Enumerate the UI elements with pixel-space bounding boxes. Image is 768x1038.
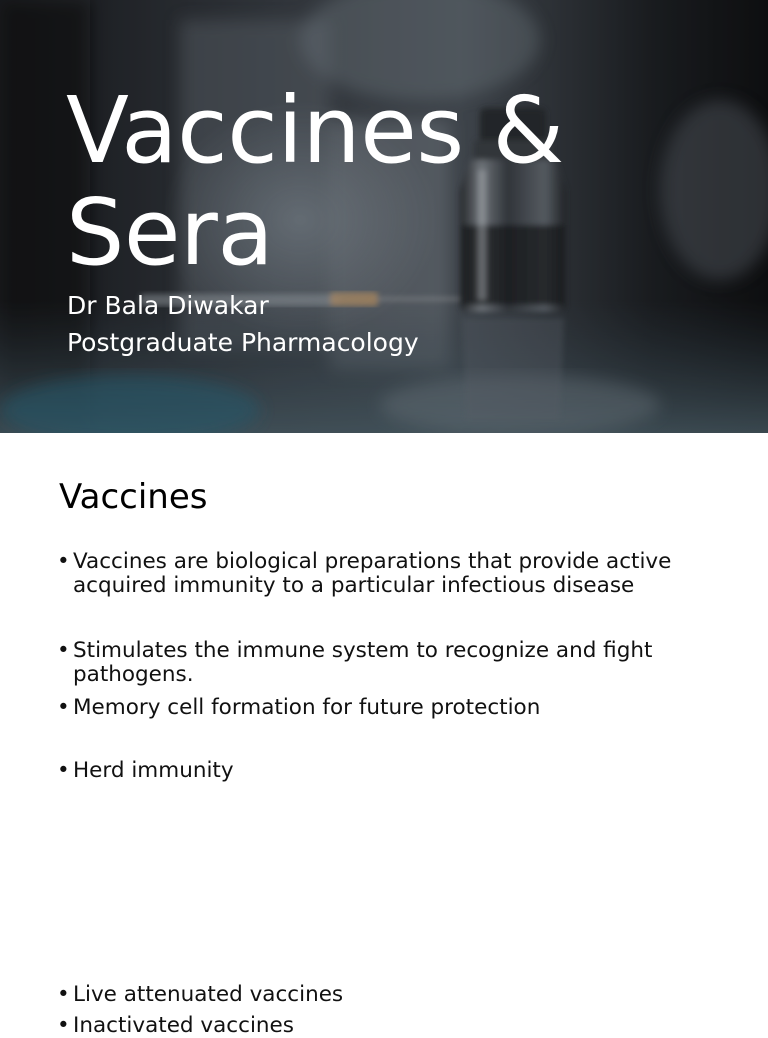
bullet-dot-icon: •	[57, 549, 70, 574]
bullet-dot-icon: •	[57, 638, 70, 663]
bullet-text: Inactivated vaccines	[73, 1013, 294, 1038]
bullet-text: Herd immunity	[73, 758, 234, 783]
bullet-text: Vaccines are biological preparations that provide active acquired immunity to a particular infectious disease	[73, 549, 672, 598]
bullet-item	[57, 696, 737, 720]
title-line-2: Sera	[66, 179, 274, 286]
bullet-text: Memory cell formation for future protection	[73, 695, 541, 720]
bullet-item	[57, 983, 737, 1007]
bullet-item	[57, 639, 737, 687]
bullet-item	[57, 1014, 737, 1038]
bullet-dot-icon: •	[57, 758, 70, 783]
bullet-text: Live attenuated vaccines	[73, 982, 344, 1007]
bullet-dot-icon: •	[57, 1013, 70, 1038]
presentation-title	[66, 77, 706, 286]
slide-title: Vaccines	[59, 477, 208, 517]
bullet-item	[57, 759, 737, 783]
department-name: Postgraduate Pharmacology	[67, 328, 419, 357]
author-name: Dr Bala Diwakar	[67, 291, 269, 320]
bullet-text: Stimulates the immune system to recognize and fight pathogens.	[73, 638, 653, 687]
title-slide	[0, 0, 768, 433]
presentation-subtitle	[67, 287, 419, 361]
bullet-item	[57, 550, 737, 598]
bullet-dot-icon: •	[57, 695, 70, 720]
title-line-1: Vaccines &	[66, 77, 564, 184]
vaccines-slide	[0, 433, 768, 1038]
bullet-dot-icon: •	[57, 982, 70, 1007]
